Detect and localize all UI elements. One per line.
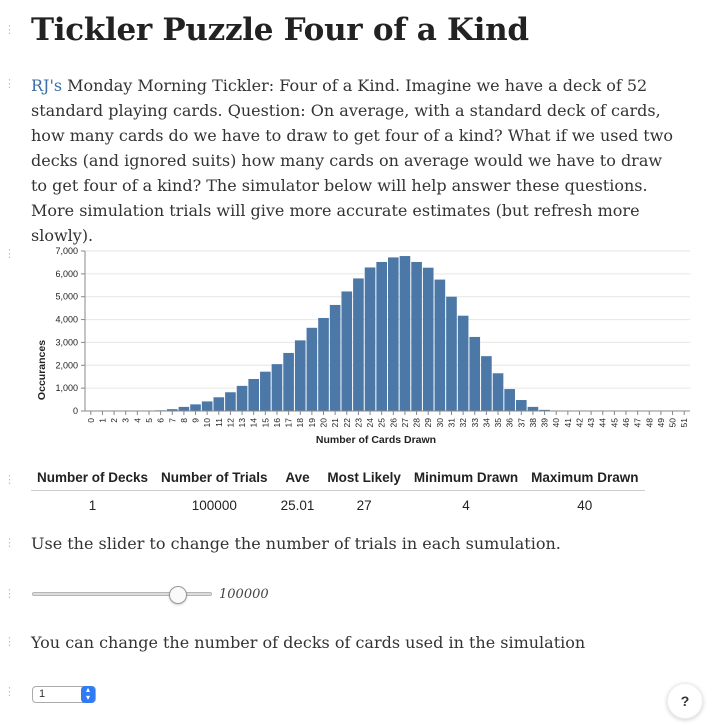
table-cell: 100000	[191, 498, 237, 513]
table-row	[31, 491, 645, 516]
table-header: Ave	[275, 466, 322, 491]
x-tick-label: 40	[551, 418, 562, 428]
x-tick-label: 4	[132, 418, 143, 423]
x-tick-label: 8	[178, 418, 189, 423]
slider-instructions: Use the slider to change the number of trials in each sumulation.	[31, 534, 561, 553]
cell-drag-handle[interactable]: ⋮	[4, 635, 15, 648]
x-tick-label: 47	[632, 418, 643, 428]
cell-drag-handle[interactable]: ⋮	[4, 536, 15, 549]
x-tick-label: 17	[283, 418, 294, 428]
chart-bar	[353, 278, 364, 411]
cell-drag-handle[interactable]: ⋮	[4, 23, 15, 36]
chart-bar	[493, 373, 504, 411]
x-tick-label: 19	[306, 418, 317, 428]
chart-bar	[202, 401, 213, 411]
x-tick-label: 37	[516, 418, 527, 428]
table-cell: 4	[462, 498, 470, 513]
x-tick-label: 5	[143, 418, 154, 423]
x-tick-label: 45	[609, 418, 620, 428]
chart-bar	[225, 392, 236, 411]
slider-thumb[interactable]	[169, 586, 187, 604]
chart-bar	[318, 318, 329, 411]
x-tick-label: 27	[399, 418, 410, 428]
chart-gridlines	[85, 251, 690, 411]
x-tick-label: 30	[434, 418, 445, 428]
x-tick-label: 18	[295, 418, 306, 428]
x-tick-label: 14	[248, 418, 259, 428]
chart-bar	[295, 340, 306, 411]
x-tick-label: 51	[679, 418, 690, 428]
chart-bar	[528, 407, 539, 411]
table-cell: 40	[577, 498, 593, 513]
x-tick-label: 29	[423, 418, 434, 428]
rj-link[interactable]: RJ's	[31, 76, 63, 95]
chart-bar	[446, 297, 457, 411]
x-tick-label: 13	[237, 418, 248, 428]
chart-bar	[423, 268, 434, 411]
chevron-up-down-icon[interactable]: ▴ ▾	[81, 686, 95, 703]
cell-drag-handle[interactable]: ⋮	[4, 587, 15, 600]
chart-bar	[179, 407, 190, 411]
chart-bar	[272, 364, 283, 411]
chart-bar	[365, 267, 376, 411]
x-tick-label: 28	[411, 418, 422, 428]
cell-drag-handle[interactable]: ⋮	[4, 247, 15, 260]
x-tick-label: 21	[330, 418, 341, 428]
x-tick-label: 7	[167, 418, 178, 423]
decks-select[interactable]	[32, 686, 96, 703]
chart-bar	[283, 353, 294, 411]
y-tick-label: 3,000	[55, 337, 78, 348]
x-tick-label: 34	[481, 418, 492, 428]
x-tick-label: 42	[574, 418, 585, 428]
table-cell: 1	[88, 498, 97, 513]
x-tick-label: 43	[586, 418, 597, 428]
trials-slider[interactable]	[32, 586, 212, 604]
x-tick-label: 35	[493, 418, 504, 428]
x-tick-label: 46	[621, 418, 632, 428]
x-tick-label: 12	[225, 418, 236, 428]
chart-bar	[376, 262, 387, 411]
chart-bar	[481, 356, 492, 411]
x-tick-label: 23	[353, 418, 364, 428]
chart-bar	[248, 379, 259, 411]
decks-instructions: You can change the number of decks of cards used in the simulation	[31, 633, 586, 652]
table-header: Minimum Drawn	[408, 466, 525, 491]
x-tick-label: 2	[109, 418, 120, 423]
x-tick-label: 49	[655, 418, 666, 428]
x-tick-label: 33	[469, 418, 480, 428]
chart-bar	[213, 397, 224, 411]
cell-drag-handle[interactable]: ⋮	[4, 685, 15, 698]
y-tick-label: 5,000	[55, 291, 78, 302]
y-tick-label: 7,000	[55, 246, 78, 256]
x-tick-label: 24	[365, 418, 376, 428]
intro-text: Monday Morning Tickler: Four of a Kind. Imagine we have a deck of 52 standard playing cards. Question: On average, with a standard deck of cards, how many cards do we have to draw to get four of a kind? What if we used two decks (and ignored suits) how many cards on average would we have to draw to get four of a kind? The simulator below will help answer these questions. More simulation trials will give more accurate estimates (but refresh more slowly).	[31, 76, 674, 245]
x-tick-label: 44	[597, 418, 608, 428]
x-tick-label: 50	[667, 418, 678, 428]
table-header: Most Likely	[321, 466, 408, 491]
x-tick-label: 0	[85, 418, 96, 423]
help-button[interactable]: ?	[667, 683, 703, 719]
x-tick-label: 48	[644, 418, 655, 428]
chart-bar	[260, 372, 271, 411]
chart-bar	[469, 337, 480, 411]
x-axis-label: Number of Cards Drawn	[315, 434, 437, 446]
histogram-chart	[30, 240, 700, 450]
x-tick-label: 3	[120, 418, 131, 423]
x-tick-label: 32	[458, 418, 469, 428]
y-tick-label: 1,000	[55, 383, 78, 394]
chart-bar	[435, 280, 446, 411]
chart-bar	[516, 400, 527, 411]
chart-bar	[458, 316, 469, 411]
decks-select-value: 1	[39, 688, 46, 700]
x-tick-label: 41	[562, 418, 573, 428]
chart-bar	[330, 305, 341, 411]
slider-value: 100000	[219, 587, 269, 602]
chart-bar	[190, 404, 201, 411]
chart-bar	[341, 291, 352, 411]
table-header: Number of Trials	[155, 466, 275, 491]
table-header: Maximum Drawn	[525, 466, 645, 491]
table-header-row	[31, 466, 645, 491]
x-tick-label: 25	[376, 418, 387, 428]
x-tick-label: 11	[213, 418, 224, 427]
x-tick-label: 31	[446, 418, 457, 428]
x-tick-label: 38	[527, 418, 538, 428]
page-title: Tickler Puzzle Four of a Kind	[31, 12, 529, 48]
x-tick-label: 36	[504, 418, 515, 428]
x-tick-label: 16	[271, 418, 282, 428]
y-tick-label: 4,000	[55, 314, 78, 325]
chart-bar	[237, 386, 248, 411]
x-tick-label: 39	[539, 418, 550, 428]
x-tick-label: 15	[260, 418, 271, 428]
y-tick-label: 2,000	[55, 360, 78, 371]
x-tick-label: 9	[190, 418, 201, 423]
x-tick-label: 20	[318, 418, 329, 428]
x-tick-label: 26	[388, 418, 399, 428]
chart-bar	[504, 389, 515, 411]
x-tick-label: 10	[202, 418, 213, 428]
y-tick-label: 0	[72, 406, 78, 416]
x-tick-label: 1	[97, 418, 108, 423]
results-table	[31, 466, 645, 515]
chart-bar	[307, 328, 318, 411]
cell-drag-handle[interactable]: ⋮	[4, 473, 15, 486]
chart-bar	[400, 256, 411, 411]
chart-bar	[411, 262, 422, 411]
y-axis-label: Occurances	[36, 339, 48, 401]
table-cell: 27	[356, 498, 372, 513]
table-cell: 25.01	[280, 498, 315, 513]
table-header: Number of Decks	[31, 466, 155, 491]
intro-paragraph	[31, 73, 681, 248]
cell-drag-handle[interactable]: ⋮	[4, 77, 15, 90]
x-tick-label: 6	[155, 418, 166, 423]
x-tick-label: 22	[341, 418, 352, 428]
chart-bar	[388, 257, 399, 411]
y-tick-label: 6,000	[55, 268, 78, 279]
